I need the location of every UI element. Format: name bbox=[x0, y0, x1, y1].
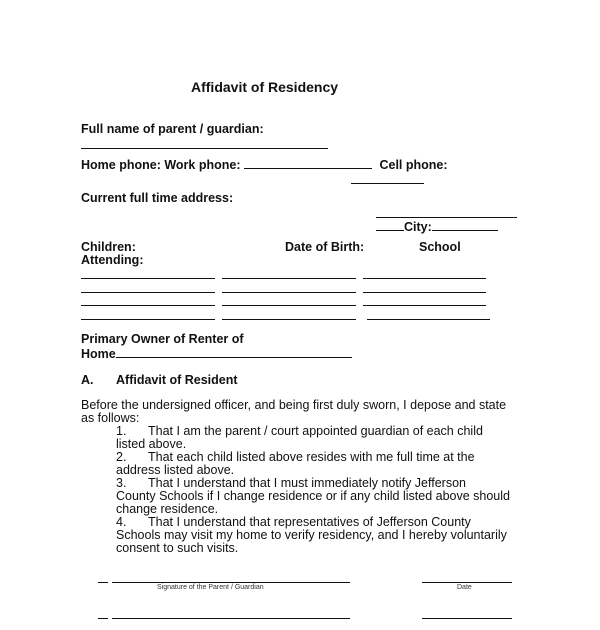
intro-line-1: Before the undersigned officer, and being first duly sworn, I depose and state bbox=[81, 398, 507, 412]
item-1-number: 1. bbox=[116, 424, 127, 438]
signature-line[interactable] bbox=[112, 582, 350, 583]
notary-line-left[interactable] bbox=[98, 618, 108, 619]
form-title: Affidavit of Residency bbox=[191, 79, 339, 95]
section-marker: A. bbox=[81, 373, 94, 387]
child-3-school-line[interactable] bbox=[363, 305, 486, 306]
child-1-name-line[interactable] bbox=[81, 278, 215, 279]
city-row bbox=[376, 219, 498, 234]
work-phone-line[interactable] bbox=[244, 157, 372, 169]
date-line[interactable] bbox=[422, 582, 512, 583]
section-heading: Affidavit of Resident bbox=[116, 373, 238, 387]
owner-home-label: Home bbox=[81, 347, 116, 361]
owner-label-line2 bbox=[81, 346, 352, 361]
child-4-school-line[interactable] bbox=[367, 319, 490, 320]
item-2-line-2: address listed above. bbox=[116, 463, 235, 477]
cell-phone-line[interactable] bbox=[351, 183, 424, 184]
item-4-line-1: That I understand that representatives of Jefferson County bbox=[148, 515, 471, 529]
school-label: School bbox=[419, 240, 461, 254]
home-work-phone-label: Home phone: Work phone: bbox=[81, 158, 241, 172]
item-1-line-1: That I am the parent / court appointed guardian of each child bbox=[148, 424, 483, 438]
item-2-line-1: That each child listed above resides with me full time at the bbox=[148, 450, 475, 464]
item-2-number: 2. bbox=[116, 450, 127, 464]
item-4-number: 4. bbox=[116, 515, 127, 529]
date-caption: Date bbox=[457, 584, 472, 591]
city-label: City: bbox=[404, 220, 432, 234]
notary-line[interactable] bbox=[112, 618, 350, 619]
child-1-school-line[interactable] bbox=[363, 278, 486, 279]
child-4-dob-line[interactable] bbox=[222, 319, 356, 320]
address-label: Current full time address: bbox=[81, 191, 234, 205]
phone-label bbox=[81, 157, 448, 172]
child-1-dob-line[interactable] bbox=[222, 278, 356, 279]
children-label: Children: bbox=[81, 240, 136, 254]
child-3-dob-line[interactable] bbox=[222, 305, 356, 306]
item-3-number: 3. bbox=[116, 476, 127, 490]
address-line[interactable] bbox=[376, 217, 517, 218]
child-4-name-line[interactable] bbox=[81, 319, 215, 320]
owner-label-line1: Primary Owner of Renter of bbox=[81, 332, 244, 346]
item-4-line-3: consent to such visits. bbox=[116, 541, 239, 555]
city-line-before[interactable] bbox=[376, 219, 404, 231]
child-2-school-line[interactable] bbox=[363, 292, 486, 293]
dob-label: Date of Birth: bbox=[285, 240, 365, 254]
cell-phone-label: Cell phone: bbox=[379, 158, 448, 172]
attending-label: Attending: bbox=[81, 253, 144, 267]
parent-name-label: Full name of parent / guardian: bbox=[81, 122, 264, 136]
intro-line-2: as follows: bbox=[81, 411, 140, 425]
city-line-after[interactable] bbox=[432, 219, 498, 231]
item-3-line-2: County Schools if I change residence or if any child listed above should bbox=[116, 489, 510, 503]
signature-caption: Signature of the Parent / Guardian bbox=[157, 584, 264, 591]
item-1-line-2: listed above. bbox=[116, 437, 187, 451]
owner-line[interactable] bbox=[116, 346, 352, 358]
item-3-line-3: change residence. bbox=[116, 502, 219, 516]
parent-name-line[interactable] bbox=[81, 148, 328, 149]
signature-line-left[interactable] bbox=[98, 582, 108, 583]
item-4-line-2: Schools may visit my home to verify residency, and I hereby voluntarily bbox=[116, 528, 507, 542]
notary-date-line[interactable] bbox=[422, 618, 512, 619]
child-2-dob-line[interactable] bbox=[222, 292, 356, 293]
child-2-name-line[interactable] bbox=[81, 292, 215, 293]
child-3-name-line[interactable] bbox=[81, 305, 215, 306]
item-3-line-1: That I understand that I must immediately notify Jefferson bbox=[148, 476, 466, 490]
